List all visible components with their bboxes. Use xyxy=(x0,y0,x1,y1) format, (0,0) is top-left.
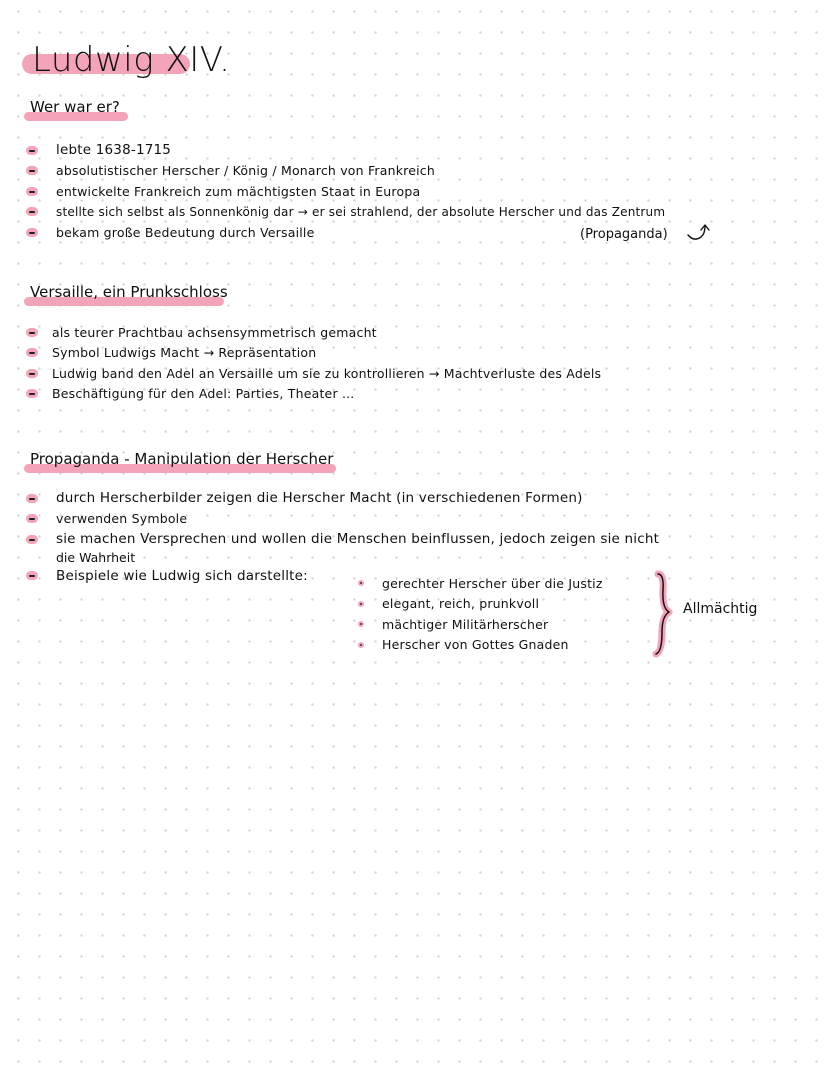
heading-text: Wer war er? xyxy=(30,98,120,116)
dash-bullet-icon xyxy=(26,389,38,398)
dash-bullet-icon xyxy=(26,571,38,580)
dot-bullet-icon xyxy=(358,580,364,586)
dash-bullet-icon xyxy=(26,369,38,378)
list-item-continuation: die Wahrheit xyxy=(56,549,136,565)
curved-arrow-up-icon xyxy=(686,223,712,243)
sub-list-item: mächtiger Militärherscher xyxy=(358,614,603,635)
section-heading-wer-war-er xyxy=(24,98,120,116)
list-item: sie machen Versprechen und wollen die Menschen beinflussen, jedoch zeigen sie nicht xyxy=(26,529,659,550)
list-item: als teurer Prachtbau achsensymmetrisch gemacht xyxy=(26,322,601,343)
list-item: absolutistischer Herscher / König / Monarch von Frankreich xyxy=(26,161,665,182)
dash-bullet-icon xyxy=(26,348,38,357)
dot-bullet-icon xyxy=(358,642,364,648)
dash-bullet-icon xyxy=(26,494,38,503)
dash-bullet-icon xyxy=(26,207,38,216)
bullet-list-wer-war-er xyxy=(26,140,665,243)
dash-bullet-icon xyxy=(26,535,38,544)
list-item: Beschäftigung für den Adel: Parties, Theater ... xyxy=(26,384,601,405)
curly-brace-icon xyxy=(652,570,674,658)
list-item: Symbol Ludwigs Macht → Repräsentation xyxy=(26,343,601,364)
heading-text: Versaille, ein Prunkschloss xyxy=(30,283,228,301)
dash-bullet-icon xyxy=(26,146,38,155)
dash-bullet-icon xyxy=(26,187,38,196)
page-title: Ludwig XIV. xyxy=(32,40,231,80)
propaganda-note: (Propaganda) xyxy=(580,227,668,242)
brace-label: Allmächtig xyxy=(683,601,758,617)
section-heading-versaille xyxy=(24,283,228,301)
sub-list-item: gerechter Herscher über die Justiz xyxy=(358,573,603,594)
list-item: durch Herscherbilder zeigen die Herscher Macht (in verschiedenen Formen) xyxy=(26,488,659,509)
sub-list-item: Herscher von Gottes Gnaden xyxy=(358,635,603,656)
heading-text: Propaganda - Manipulation der Herscher xyxy=(30,450,334,468)
examples-list xyxy=(358,573,603,655)
list-item: lebte 1638-1715 xyxy=(26,140,665,161)
section-heading-propaganda xyxy=(24,450,333,468)
dash-bullet-icon xyxy=(26,328,38,337)
list-item: bekam große Bedeutung durch Versaille xyxy=(26,222,665,243)
list-item: entwickelte Frankreich zum mächtigsten Staat in Europa xyxy=(26,181,665,202)
page-title-block xyxy=(22,40,230,80)
list-item: Ludwig band den Adel an Versaille um sie zu kontrollieren → Machtverluste des Adels xyxy=(26,363,601,384)
sub-list-item: elegant, reich, prunkvoll xyxy=(358,594,603,615)
bullet-list-propaganda xyxy=(26,488,659,586)
list-item: stellte sich selbst als Sonnenkönig dar → er sei strahlend, der absolute Herscher und das Zentrum xyxy=(26,202,665,223)
dot-bullet-icon xyxy=(358,621,364,627)
bullet-list-versaille xyxy=(26,322,601,404)
dot-bullet-icon xyxy=(358,601,364,607)
dash-bullet-icon xyxy=(26,228,38,237)
list-item: Beispiele wie Ludwig sich darstellte: xyxy=(26,566,659,587)
dash-bullet-icon xyxy=(26,166,38,175)
dash-bullet-icon xyxy=(26,514,38,523)
list-item: verwenden Symbole xyxy=(26,509,659,530)
